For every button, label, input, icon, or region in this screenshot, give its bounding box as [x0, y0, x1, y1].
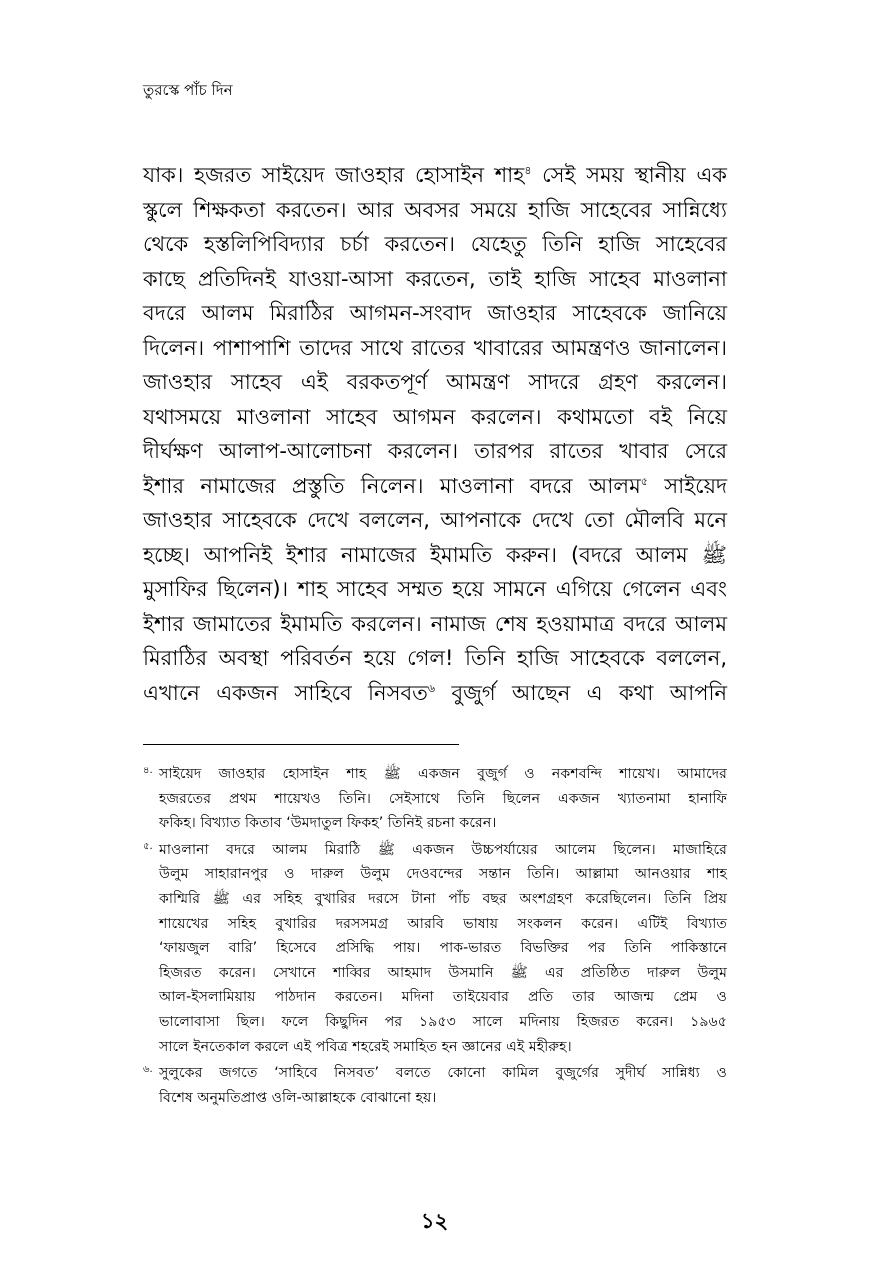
footnote-marker: ৪. [143, 765, 153, 776]
main-text [143, 158, 727, 710]
footnote-line: সাইয়েদ জাওহার হোসাইন শাহ ﷺ একজন বুজুর্গ ও নকশবন্দি শায়েখ। আমাদের [159, 766, 727, 782]
footnote-5 [143, 838, 727, 1059]
text-line: দিলেন। পাশাপাশি তাদের সাথে রাতের খাবারের আমন্ত্রণও জানালেন। [143, 335, 727, 360]
text-line: ইশার জামাতের ইমামতি করলেন। নামাজ শেষ হওয়ামাত্র বদরে আলম [143, 611, 727, 636]
running-header: তুরস্কে পাঁচ দিন [143, 81, 233, 99]
footnote-line: সালে ইনতেকাল করলে এই পবিত্র শহরেই সমাহিত হন জ্ঞানের এই মহীরুহ। [159, 1038, 572, 1055]
text-line: যাক। হজরত সাইয়েদ জাওহার হোসাইন শাহ$^৪$ সেই সময় স্থানীয় এক [143, 163, 727, 187]
footnote-line: উলুম সাহারানপুর ও দারুল উলুম দেওবন্দের সন্তান তিনি। আল্লামা আনওয়ার শাহ [159, 866, 727, 883]
text-line: জাওহার সাহেব এই বরকতপূর্ণ আমন্ত্রণ সাদরে গ্রহণ করলেন। [143, 370, 727, 394]
text-line: থেকে হস্তলিপিবিদ্যার চর্চা করতেন। যেহেতু তিনি হাজি সাহেবের [143, 232, 727, 256]
text-line: এখানে একজন সাহিবে নিসবত$^৬$ বুজুর্গ আছেন এ কথা আপনি [143, 680, 727, 705]
page-number: ১২ [420, 1209, 449, 1233]
footnote-line: আল-ইসলামিয়ায় পাঠদান করতেন। মদিনা তাইয়েবার প্রতি তার আজন্ম প্রেম ও [159, 989, 727, 1006]
text-line: যথাসময়ে মাওলানা সাহেব আগমন করলেন। কথামতো বই নিয়ে [143, 404, 727, 429]
footnote-line: হজরতের প্রথম শায়েখও তিনি। সেইসাথে তিনি ছিলেন একজন খ্যাতনামা হানাফি [159, 790, 727, 807]
footnote-line: ভালোবাসা ছিল। ফলে কিছুদিন পর ১৯৫৩ সালে মদিনায় হিজরত করেন। ১৯৬৫ [159, 1013, 727, 1030]
footnote-marker: ৬. [143, 1064, 153, 1076]
footnote-line: মাওলানা বদরে আলম মিরাঠি ﷺ একজন উচ্চপর্যায়ের আলেম ছিলেন। মাজাহিরে [159, 841, 727, 858]
text-line: ইশার নামাজের প্রস্তুতি নিলেন। মাওলানা বদরে আলম$^৫$ সাইয়েদ [143, 473, 728, 498]
text-line: বদরে আলম মিরাঠির আগমন-সংবাদ জাওহার সাহেবকে জানিয়ে [143, 301, 727, 325]
text-line: মিরাঠির অবস্থা পরিবর্তন হয়ে গেল! তিনি হাজি সাহেবকে বললেন, [143, 646, 727, 670]
text-line: মুসাফির ছিলেন)। শাহ সাহেব সম্মত হয়ে সামনে এগিয়ে গেলেন এবং [143, 577, 727, 601]
footnote-ref-4[interactable]: ৪ [524, 164, 532, 177]
footnote-marker: ৫. [143, 840, 153, 852]
text-line: হচ্ছে। আপনিই ইশার নামাজের ইমামতি করুন। (বদরে আলম ﷺ [143, 542, 727, 567]
footnote-ref-6[interactable]: ৬ [427, 681, 436, 695]
footnote-ref-5[interactable]: ৫ [640, 474, 648, 488]
footnote-line: সুলুকের জগতে ‘সাহিবে নিসবত’ বলতে কোনো কামিল বুজুর্গের সুদীর্ঘ সান্নিধ্য ও [159, 1065, 727, 1082]
footnotes [143, 762, 727, 1112]
footnote-line: ফকিহ। বিখ্যাত কিতাব ‘উমদাতুল ফিকহ’ তিনিই রচনা করেন। [159, 815, 497, 832]
text-line: কাছে প্রতিদিনই যাওয়া-আসা করতেন, তাই হাজি সাহেব মাওলানা [143, 266, 727, 291]
footnote-line: কাশ্মিরি ﷺ এর সহিহ বুখারির দরসে টানা পাঁচ বছর অংশগ্রহণ করেছিলেন। তিনি প্রিয় [159, 890, 727, 907]
footnote-4 [143, 762, 727, 836]
footnote-divider [143, 744, 459, 745]
text-line: জাওহার সাহেবকে দেখে বললেন, আপনাকে দেখে তো মৌলবি মনে [143, 508, 727, 532]
footnote-6 [143, 1061, 727, 1110]
footnote-line: হিজরত করেন। সেখানে শাব্বির আহমাদ উসমানি ﷺ এর প্রতিষ্ঠিত দারুল উলুম [159, 964, 727, 981]
footnote-line: বিশেষ অনুমতিপ্রাপ্ত ওলি-আল্লাহকে বোঝানো হয়। [159, 1089, 437, 1106]
text-line: দীর্ঘক্ষণ আলাপ-আলোচনা করলেন। তারপর রাতের খাবার সেরে [143, 439, 727, 463]
footnote-line: শায়েখের সহিহ বুখারির দরসসমগ্র আরবি ভাষায় সংকলন করেন। এটিই বিখ্যাত [159, 915, 727, 932]
footnote-line: ‘ফায়জুল বারি’ হিসেবে প্রসিদ্ধি পায়। পাক-ভারত বিভক্তির পর তিনি পাকিস্তানে [159, 940, 727, 957]
text-line: স্কুলে শিক্ষকতা করতেন। আর অবসর সময়ে হাজি সাহেবের সান্নিধ্যে [143, 197, 727, 222]
